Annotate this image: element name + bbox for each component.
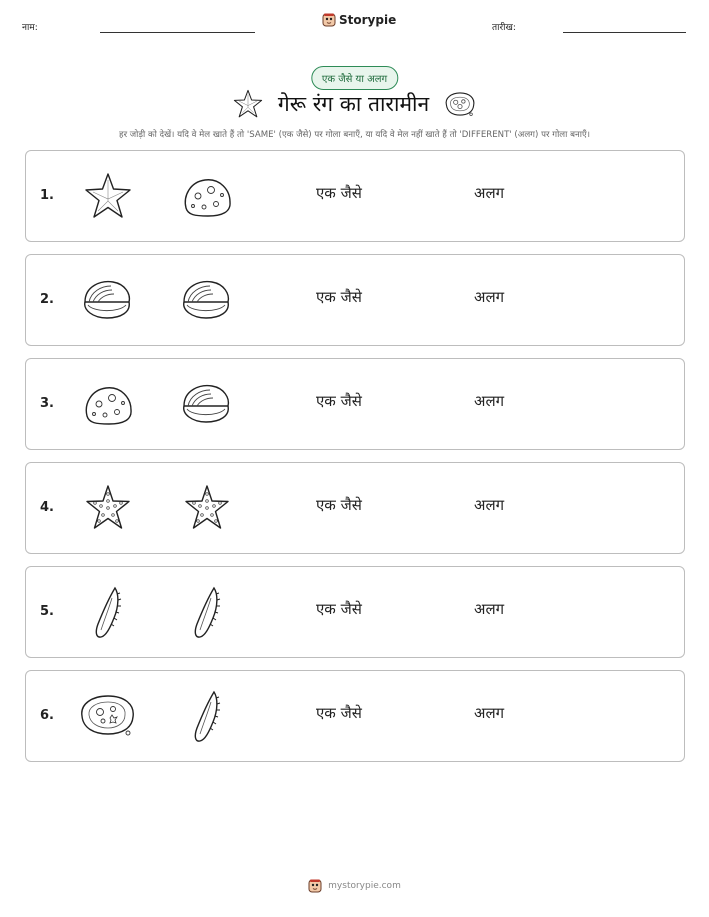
sea-cucumber-icon — [178, 584, 236, 642]
instructions: हर जोड़ी को देखें। यदि वे मेल खाते हैं तो 'SAME' (एक जैसे) पर गोला बनाएँ, या यदि वे मेल नहीं खाते हैं तो 'DIFFERENT' (अलग) पर गोला बनाएँ। — [119, 130, 590, 140]
different-option[interactable]: अलग — [474, 496, 505, 514]
footer-site[interactable]: mystorypie.com — [328, 881, 401, 891]
footer — [0, 879, 709, 893]
same-option[interactable]: एक जैसे — [316, 496, 362, 514]
clam-shell-icon — [178, 376, 236, 434]
question-number: 3. — [40, 396, 54, 411]
same-option[interactable]: एक जैसे — [316, 704, 362, 722]
same-option[interactable]: एक जैसे — [316, 184, 362, 202]
starfish-icon — [232, 88, 264, 120]
clam-shell-icon — [178, 272, 236, 330]
different-option[interactable]: अलग — [474, 184, 505, 202]
different-option[interactable]: अलग — [474, 288, 505, 306]
different-option[interactable]: अलग — [474, 704, 505, 722]
brand-name: Storypie — [339, 13, 397, 27]
sea-cucumber-icon — [178, 688, 236, 746]
question-row-6 — [25, 670, 685, 762]
name-line[interactable] — [100, 32, 255, 33]
name-label: नाम: — [22, 23, 38, 33]
coral-rock-icon — [443, 89, 477, 119]
date-line[interactable] — [563, 32, 686, 33]
date-label: तारीख: — [492, 23, 516, 33]
different-option[interactable]: अलग — [474, 392, 505, 410]
sea-cucumber-icon — [79, 584, 137, 642]
starfish-icon — [79, 168, 137, 226]
sea-rock-icon — [178, 168, 236, 226]
sea-rock-icon — [79, 376, 137, 434]
mascot-icon — [308, 879, 322, 893]
question-row-2 — [25, 254, 685, 346]
brand-logo — [322, 13, 396, 27]
coral-rock-icon — [79, 688, 137, 746]
question-number: 2. — [40, 292, 54, 307]
question-row-4 — [25, 462, 685, 554]
page-title: गेरू रंग का तारामीन — [277, 92, 430, 116]
question-number: 6. — [40, 708, 54, 723]
question-row-5 — [25, 566, 685, 658]
same-option[interactable]: एक जैसे — [316, 600, 362, 618]
question-number: 4. — [40, 500, 54, 515]
question-row-1 — [25, 150, 685, 242]
spotted-starfish-icon — [178, 480, 236, 538]
question-number: 1. — [40, 188, 54, 203]
question-row-3 — [25, 358, 685, 450]
spotted-starfish-icon — [79, 480, 137, 538]
activity-tag: एक जैसे या अलग — [311, 66, 398, 90]
different-option[interactable]: अलग — [474, 600, 505, 618]
same-option[interactable]: एक जैसे — [316, 392, 362, 410]
same-option[interactable]: एक जैसे — [316, 288, 362, 306]
mascot-icon — [322, 13, 336, 27]
title-row — [0, 88, 709, 120]
question-number: 5. — [40, 604, 54, 619]
clam-shell-icon — [79, 272, 137, 330]
